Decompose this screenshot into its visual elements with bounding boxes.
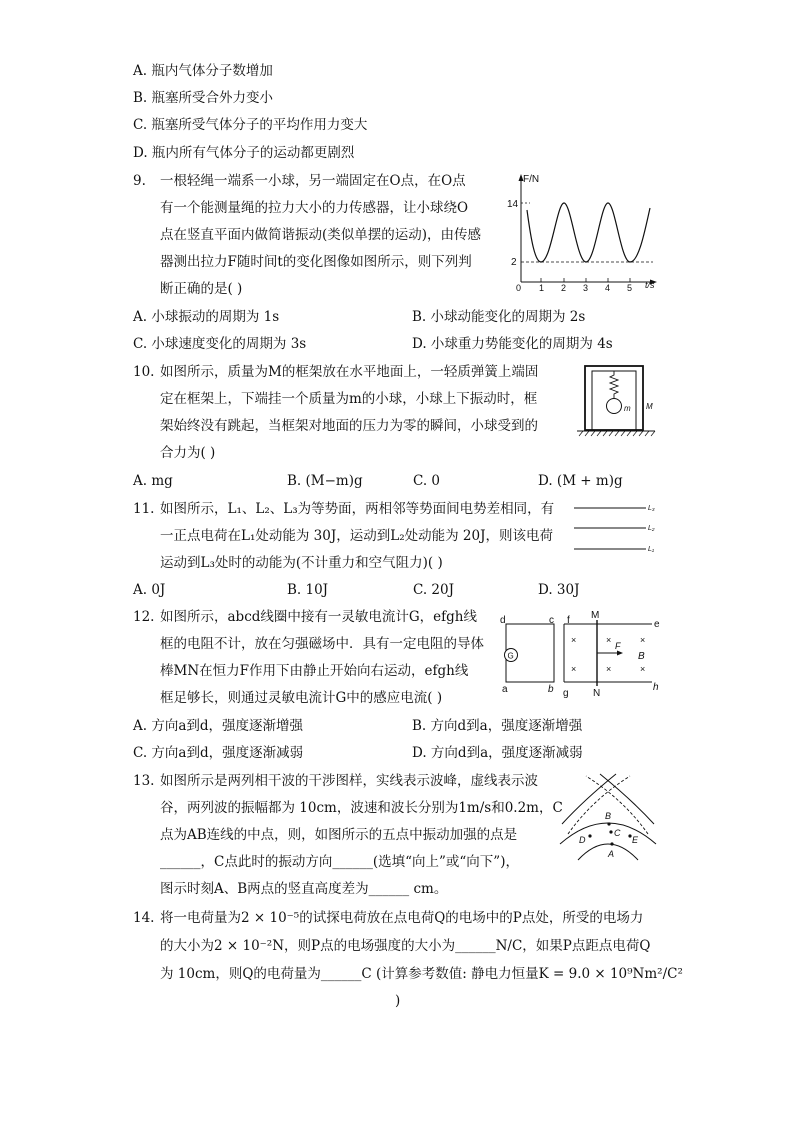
q10-stem-line-1: 如图所示，质量为M的框架放在水平地面上，一轻质弹簧上端固 [160, 364, 539, 380]
q13-point-b: B [605, 811, 612, 821]
q9-number: 9. [133, 173, 146, 189]
q8-option-a: A. 瓶内气体分子数增加 [133, 63, 273, 79]
q8-option-d: D. 瓶内所有气体分子的运动都更剧烈 [133, 145, 355, 161]
q12-label-n: N [593, 688, 601, 699]
q9-stem-line-3: 点在竖直平面内做简谐振动(类似单摆的运动)，由传感 [160, 227, 482, 243]
q11-option-d: D. 30J [538, 582, 580, 598]
q13-stem-line-4: ______，C点此时的振动方向______(选填“向上”或“向下”)， [160, 854, 519, 870]
q12-option-d: D. 方向d到a，强度逐渐减弱 [412, 745, 583, 761]
q12-meter-label: G [507, 651, 514, 661]
q10-stem-line-3: 架始终没有跳起，当框架对地面的压力为零的瞬间，小球受到的 [160, 418, 538, 434]
q13-stem-line-3: 点为AB连线的中点，则，如图所示的五点中振动加强的点是 [160, 827, 518, 843]
q9-force-time-graph [503, 170, 663, 292]
svg-text:×: × [606, 635, 612, 645]
q9-graph-y-tick-14: 14 [507, 199, 519, 210]
q13-interference-figure [558, 772, 658, 867]
q14-stem-line-1: 将一电荷量为2 × 10⁻⁵的试探电荷放在点电荷Q的电场中的P点处，所受的电场力 [160, 910, 644, 926]
svg-text:×: × [640, 664, 646, 674]
q12-circuit-figure [497, 610, 667, 705]
q9-option-d: D. 小球重力势能变化的周期为 4s [412, 336, 613, 352]
q14-stem-line-3: 为 10cm，则Q的电荷量为______C (计算参考数值: 静电力恒量K = 9.0 × 10⁹Nm²/C² [160, 966, 683, 982]
q10-option-d: D. (M + m)g [538, 473, 623, 489]
q13-point-a: A [608, 849, 615, 859]
q12-option-b: B. 方向d到a，强度逐渐增强 [412, 718, 583, 734]
q12-force-label: F [615, 641, 621, 651]
q14-number: 14. [133, 910, 155, 926]
q10-big-mass-label: M [646, 402, 653, 411]
q11-option-b: B. 10J [287, 582, 329, 598]
q9-option-a: A. 小球振动的周期为 1s [133, 309, 280, 325]
q12-label-h: h [653, 682, 659, 693]
q12-label-m: M [591, 610, 600, 621]
svg-text:×: × [640, 635, 646, 645]
q12-field-label: B [638, 651, 645, 662]
q8-option-b: B. 瓶塞所受合外力变小 [133, 90, 274, 106]
q13-stem-line-2: 谷，两列波的振幅都为 10cm，波速和波长分别为1m/s和0.2m，C [160, 800, 563, 816]
q12-option-c: C. 方向a到d，强度逐渐减弱 [133, 745, 304, 761]
q12-label-c: c [549, 615, 554, 626]
q13-stem-line-1: 如图所示是两列相干波的干涉图样，实线表示波峰，虚线表示波 [160, 773, 538, 789]
q9-graph-x-tick-4: 4 [605, 283, 611, 292]
q12-option-a: A. 方向a到d，强度逐渐增强 [133, 718, 304, 734]
q9-graph-x-tick-0: 0 [516, 283, 522, 292]
q12-stem-line-1: 如图所示，abcd线圈中接有一灵敏电流计G，efgh线 [160, 609, 477, 625]
q9-graph-y-tick-2: 2 [511, 257, 517, 268]
q11-option-c: C. 20J [413, 582, 455, 598]
q11-stem-line-3: 运动到L₃处时的动能为(不计重力和空气阻力)( ) [160, 555, 443, 571]
q9-graph-x-tick-1: 1 [539, 283, 545, 292]
q12-stem-line-3: 棒MN在恒力F作用下由静止开始向右运动，efgh线 [160, 663, 469, 679]
q9-stem-line-5: 断正确的是( ) [160, 281, 243, 297]
q11-label-l2: L₂ [648, 525, 655, 532]
q12-label-a: a [502, 684, 508, 695]
q8-option-c: C. 瓶塞所受气体分子的平均作用力变大 [133, 117, 368, 133]
q12-number: 12. [133, 609, 155, 625]
svg-text:×: × [571, 664, 577, 674]
q11-option-a: A. 0J [133, 582, 166, 598]
q14-stem-line-2: 的大小为2 × 10⁻²N，则P点的电场强度的大小为______N/C，如果P点距点电荷Q [160, 938, 651, 954]
q9-option-c: C. 小球速度变化的周期为 3s [133, 336, 307, 352]
q14-stem-line-4: ) [395, 993, 401, 1009]
q9-graph-x-tick-5: 5 [627, 283, 633, 292]
q10-stem-line-4: 合力为( ) [160, 445, 216, 461]
q10-small-mass-label: m [624, 404, 631, 413]
q9-stem-line-2: 有一个能测量绳的拉力大小的力传感器，让小球绕O [160, 200, 469, 216]
q9-graph-x-label: t/s [645, 280, 655, 290]
q11-label-l1: L₁ [648, 546, 655, 553]
q11-number: 11. [133, 501, 155, 517]
q12-label-b: b [548, 684, 554, 695]
q10-number: 10. [133, 364, 155, 380]
q13-stem-line-5: 图示时刻A、B两点的竖直高度差为______ cm。 [160, 881, 448, 897]
q12-stem-line-2: 框的电阻不计，放在匀强磁场中．具有一定电阻的导体 [160, 636, 484, 652]
q11-equipotential-figure [570, 498, 665, 558]
q9-stem-line-1: 一根轻绳一端系一小球，另一端固定在O点，在O点 [160, 173, 466, 189]
q10-frame-spring-figure [575, 362, 665, 442]
q11-stem-line-1: 如图所示，L₁、L₂、L₃为等势面，两相邻等势面间电势差相同，有 [160, 501, 555, 517]
q12-label-f: f [567, 615, 570, 626]
q13-point-c: C [614, 828, 621, 838]
q9-graph-y-label: F/N [523, 174, 540, 185]
q11-stem-line-2: 一正点电荷在L₁处动能为 30J，运动到L₂处动能为 20J，则该电荷 [160, 528, 554, 544]
q13-point-d: D [579, 835, 586, 845]
q12-label-e: e [654, 619, 660, 630]
q13-point-e: E [632, 835, 639, 845]
q10-option-a: A. mg [133, 473, 173, 489]
q13-number: 13. [133, 773, 155, 789]
q12-label-d: d [500, 615, 506, 626]
q12-label-g: g [563, 688, 569, 699]
q9-graph-x-tick-2: 2 [561, 283, 567, 292]
q9-option-b: B. 小球动能变化的周期为 2s [412, 309, 586, 325]
q9-stem-line-4: 器测出拉力F随时间t的变化图像如图所示，则下列判 [160, 254, 472, 270]
q9-graph-x-tick-3: 3 [583, 283, 589, 292]
q10-option-b: B. (M−m)g [287, 473, 363, 489]
q12-stem-line-4: 框足够长，则通过灵敏电流计G中的感应电流( ) [160, 690, 443, 706]
q10-stem-line-2: 定在框架上，下端挂一个质量为m的小球，小球上下振动时，框 [160, 391, 538, 407]
q10-option-c: C. 0 [413, 473, 441, 489]
svg-text:×: × [606, 664, 612, 674]
svg-text:×: × [571, 635, 577, 645]
q11-label-l3: L₃ [648, 505, 655, 512]
